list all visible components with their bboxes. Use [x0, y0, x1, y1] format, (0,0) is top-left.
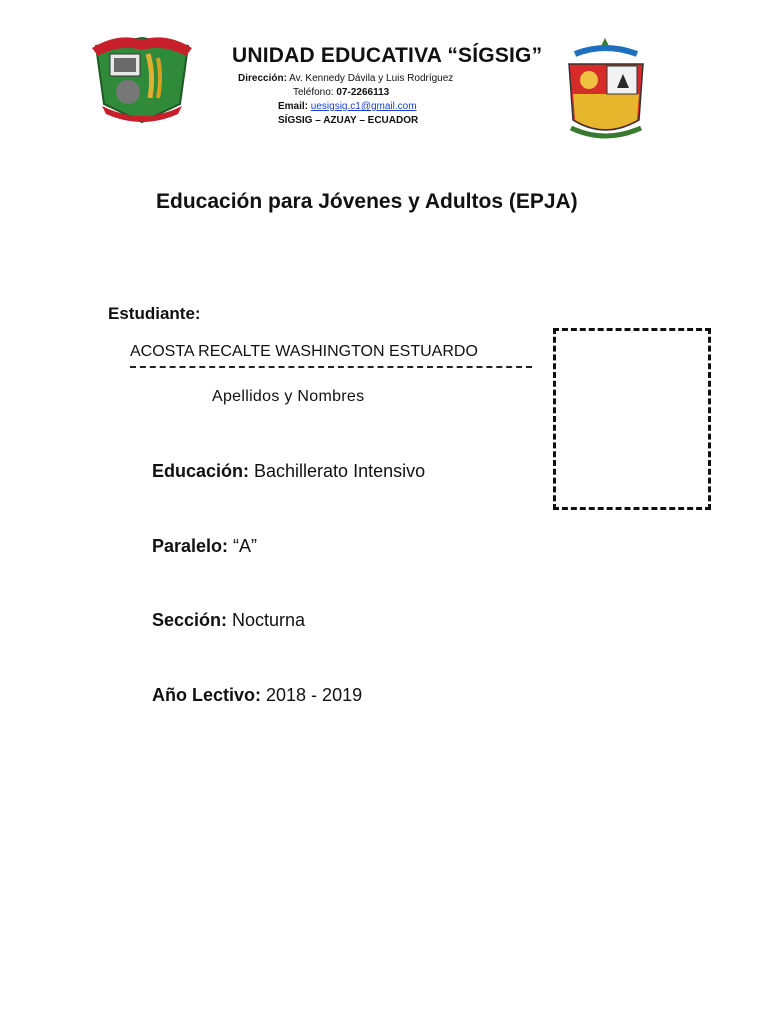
student-label: Estudiante: [108, 304, 201, 323]
section-value: Nocturna [227, 610, 306, 630]
document-title: Educación para Jóvenes y Adultos (EPJA) [156, 190, 578, 213]
address-label: Dirección: [238, 73, 287, 84]
field-education [152, 461, 425, 482]
coat-of-arms [565, 34, 647, 142]
student-name: ACOSTA RECALTE WASHINGTON ESTUARDO [130, 343, 478, 360]
photo-placeholder [553, 328, 711, 510]
paralelo-value: “A” [228, 536, 258, 556]
name-caption: Apellidos y Nombres [212, 388, 365, 405]
phone-value: 07-2266113 [336, 87, 390, 98]
email-label: Email: [278, 101, 311, 112]
education-value: Bachillerato Intensivo [249, 461, 426, 481]
paralelo-label: Paralelo: [152, 536, 229, 556]
year-value: 2018 - 2019 [261, 685, 363, 705]
name-underline [130, 366, 532, 368]
header-phone [293, 87, 389, 98]
field-paralelo [152, 536, 257, 557]
education-label: Educación: [152, 461, 250, 481]
section-label: Sección: [152, 610, 228, 630]
address-value: Av. Kennedy Dávila y Luis Rodríguez [286, 73, 454, 84]
field-section [152, 610, 305, 631]
header-address [238, 73, 453, 84]
email-link[interactable]: uesigsig.c1@gmail.com [310, 101, 417, 112]
school-name: UNIDAD EDUCATIVA “SÍGSIG” [232, 44, 543, 67]
year-label: Año Lectivo: [152, 685, 262, 705]
school-logo [88, 34, 196, 126]
field-school-year [152, 685, 362, 706]
phone-label: Teléfono: [293, 87, 337, 98]
header-location: SÍGSIG – AZUAY – ECUADOR [278, 115, 419, 126]
header-email [278, 101, 417, 112]
